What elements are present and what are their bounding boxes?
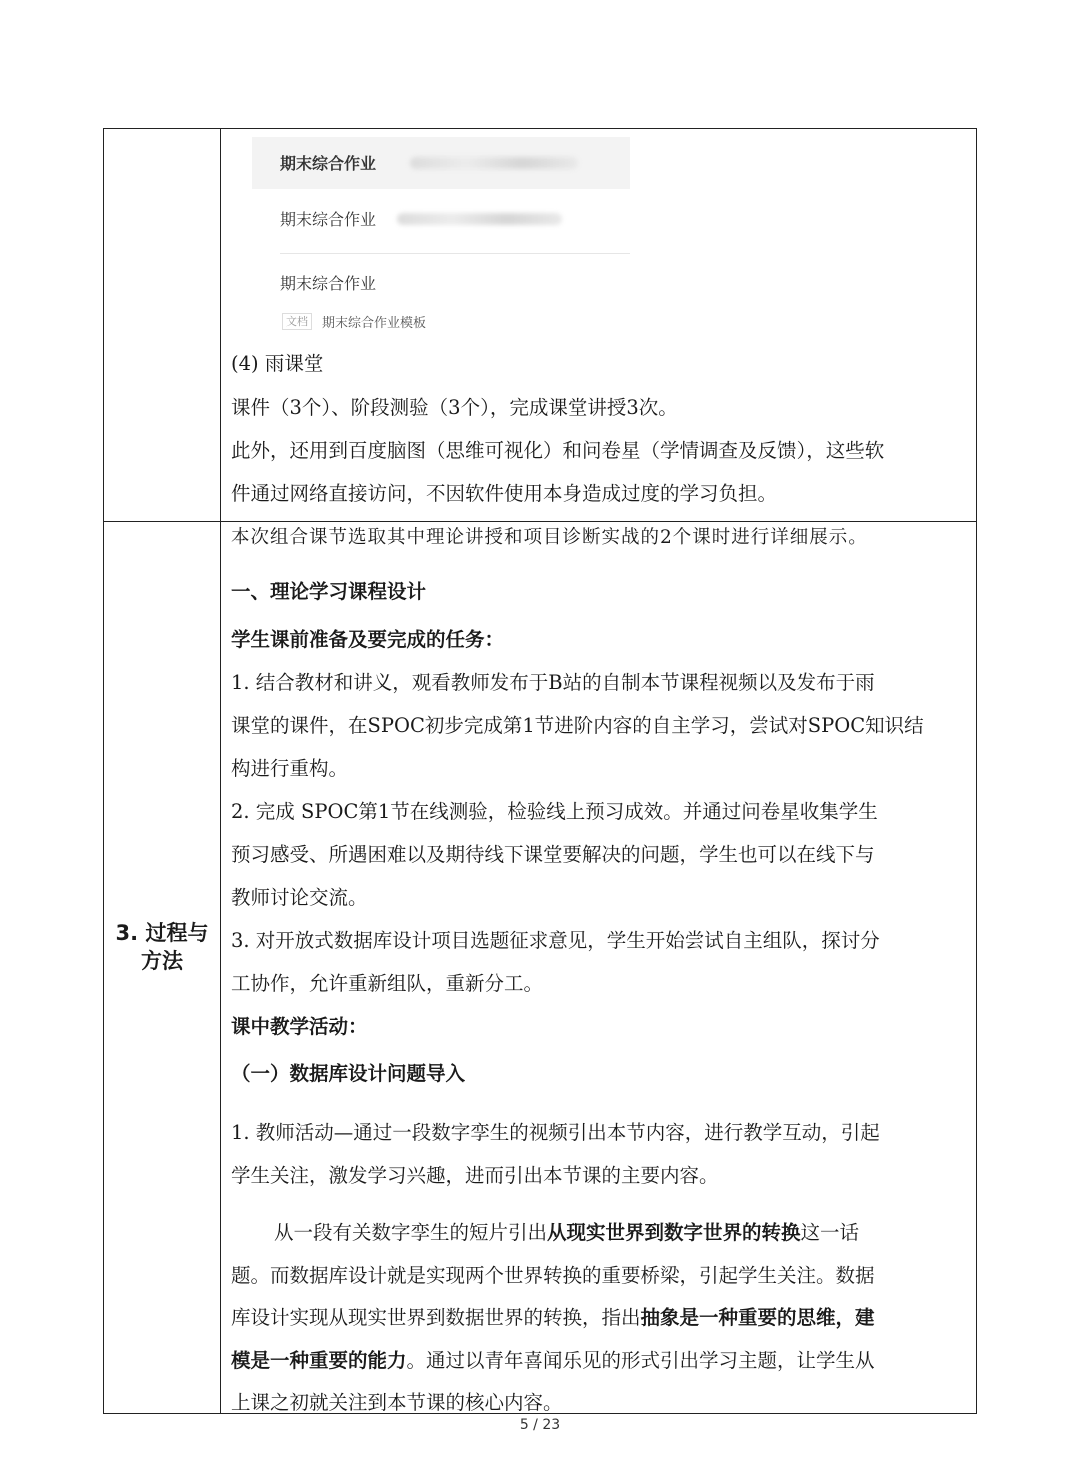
blurred-text bbox=[410, 157, 578, 169]
paragraph-line: 学生关注，激发学习兴趣，进而引出本节课的主要内容。 bbox=[231, 1164, 719, 1187]
paragraph-line: 教师讨论交流。 bbox=[231, 886, 368, 909]
paragraph-line: 1. 结合教材和讲义，观看教师发布于B站的自制本节课程视频以及发布于雨 bbox=[231, 671, 875, 694]
assignment-title: 期末综合作业 bbox=[280, 274, 377, 293]
tool-heading: (4) 雨课堂 bbox=[231, 352, 324, 375]
paragraph-line: 1. 教师活动—通过一段数字孪生的视频引出本节内容，进行教学互动，引起 bbox=[231, 1121, 880, 1144]
column-divider bbox=[220, 129, 221, 1413]
text-run: 库设计实现从现实世界到数据世界的转换，指出 bbox=[231, 1306, 641, 1329]
assignment-item bbox=[252, 137, 630, 189]
paragraph-line: 2. 完成 SPOC第1节在线测验，检验线上预习成效。并通过问卷星收集学生 bbox=[231, 800, 878, 823]
tool-desc: 课件（3个）、阶段测验（3个），完成课堂讲授3次。 bbox=[231, 396, 678, 419]
row-label-line: 3. 过程与 bbox=[115, 921, 209, 945]
paragraph-line: 工协作，允许重新组队，重新分工。 bbox=[231, 972, 544, 995]
row-divider bbox=[104, 521, 976, 522]
intro-text: 本次组合课节选取其中理论讲授和项目诊断实战的2个课时进行详细展示。 bbox=[231, 527, 868, 548]
paragraph-line bbox=[274, 1220, 1019, 1246]
text-run: 这一话 bbox=[800, 1221, 860, 1244]
blurred-text bbox=[397, 213, 562, 225]
text-run: 从一段有关数字孪生的短片引出 bbox=[274, 1221, 548, 1244]
list-separator bbox=[280, 253, 630, 254]
paragraph-line: 构进行重构。 bbox=[231, 757, 349, 780]
doc-tag: 文档 bbox=[282, 313, 312, 330]
sub-heading: 课中教学活动： bbox=[231, 1015, 368, 1038]
tool-desc: 此外，还用到百度脑图（思维可视化）和问卷星（学情调查及反馈），这些软 bbox=[231, 439, 885, 462]
paragraph-line: 预习感受、所遇困难以及期待线下课堂要解决的问题，学生也可以在线下与 bbox=[231, 843, 875, 866]
sub-heading: 学生课前准备及要完成的任务： bbox=[231, 628, 505, 651]
content-table bbox=[103, 128, 977, 1414]
emphasis-text: 从现实世界到数字世界的转换 bbox=[547, 1221, 801, 1244]
emphasis-text: 模是一种重要的能力 bbox=[231, 1349, 407, 1372]
section-heading: 一、理论学习课程设计 bbox=[231, 580, 427, 603]
doc-attachment-link[interactable]: 期末综合作业模板 bbox=[322, 316, 427, 331]
page-number: 5 / 23 bbox=[519, 1417, 561, 1433]
assignment-title: 期末综合作业 bbox=[280, 154, 377, 173]
assignment-title: 期末综合作业 bbox=[280, 210, 377, 229]
section-heading: （一）数据库设计问题导入 bbox=[231, 1062, 466, 1085]
assignment-item bbox=[252, 261, 630, 337]
paragraph-line: 题。而数据库设计就是实现两个世界转换的重要桥梁，引起学生关注。数据 bbox=[231, 1264, 875, 1287]
assignment-list-screenshot bbox=[252, 137, 630, 337]
emphasis-text: 抽象是一种重要的思维，建 bbox=[640, 1306, 875, 1329]
paragraph-line bbox=[231, 1305, 976, 1331]
row-label bbox=[104, 919, 220, 975]
paragraph-line: 3. 对开放式数据库设计项目选题征求意见，学生开始尝试自主组队，探讨分 bbox=[231, 929, 880, 952]
row-label-line: 方法 bbox=[141, 949, 183, 973]
paragraph-line bbox=[231, 1348, 976, 1374]
tool-desc: 件通过网络直接访问，不因软件使用本身造成过度的学习负担。 bbox=[231, 482, 778, 505]
paragraph-line: 上课之初就关注到本节课的核心内容。 bbox=[231, 1391, 563, 1414]
paragraph-line: 课堂的课件，在SPOC初步完成第1节进阶内容的自主学习，尝试对SPOC知识结 bbox=[231, 714, 924, 737]
assignment-item bbox=[252, 193, 630, 245]
text-run: 。通过以青年喜闻乐见的形式引出学习主题，让学生从 bbox=[406, 1349, 875, 1372]
